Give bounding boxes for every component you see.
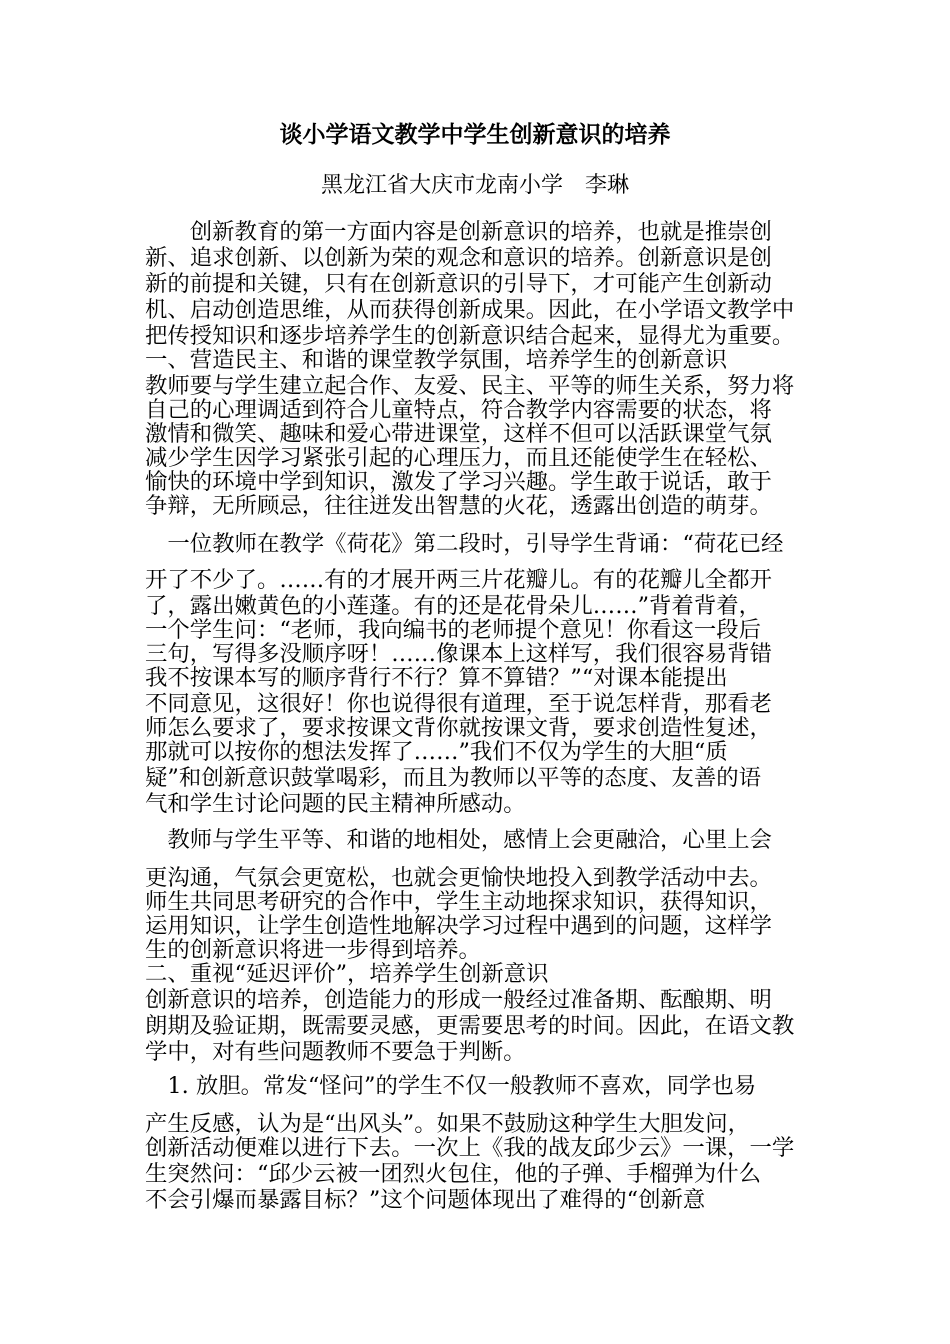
text-line: 创新活动便难以进行下去。一次上《我的战友邱少云》一课，一学: [145, 1135, 795, 1161]
section-heading: 二、重视“延迟评价”，培养学生创新意识: [145, 961, 549, 987]
text-line: 新、追求创新、以创新为荣的观念和意识的培养。创新意识是创: [145, 245, 772, 271]
text-line: 更沟通，气氛会更宽松，也就会更愉快地投入到教学活动中去。: [145, 865, 772, 891]
text-line: 争辩，无所顾忌，往往迸发出智慧的火花，透露出创造的萌芽。: [145, 493, 772, 519]
text-line: 教师与学生平等、和谐的地相处，感情上会更融洽，心里上会: [145, 827, 772, 853]
text-line: 运用知识，让学生创造性地解决学习过程中遇到的问题，这样学: [145, 913, 772, 939]
text-line: 自己的心理调适到符合儿童特点，符合教学内容需要的状态，将: [145, 397, 772, 423]
text-line: 学中，对有些问题教师不要急于判断。: [145, 1039, 526, 1065]
text-line: 生的创新意识将进一步得到培养。: [145, 937, 481, 963]
text-line: 创新教育的第一方面内容是创新意识的培养，也就是推崇创: [145, 219, 772, 245]
text-line: 朗期及验证期，既需要灵感，更需要思考的时间。因此，在语文教: [145, 1013, 795, 1039]
text-line: 机、启动创造思维，从而获得创新成果。因此，在小学语文教学中: [145, 297, 795, 323]
text-line: 了，露出嫩黄色的小莲蓬。有的还是花骨朵儿……”背着背着，: [145, 593, 761, 619]
text-line: 新的前提和关键，只有在创新意识的引导下，才可能产生创新动: [145, 271, 772, 297]
text-line: 师怎么要求了，要求按课文背你就按课文背，要求创造性复述，: [145, 715, 772, 741]
text-line: 把传授知识和逐步培养学生的创新意识结合起来，显得尤为重要。: [145, 323, 795, 349]
section-heading: 一、营造民主、和谐的课堂教学氛围，培养学生的创新意识: [145, 347, 728, 373]
text-line: 师生共同思考研究的合作中，学生主动地探求知识，获得知识，: [145, 889, 772, 915]
text-line: 三句，写得多没顺序呀！……像课本上这样写，我们很容易背错: [145, 641, 772, 667]
text-line: 疑”和创新意识鼓掌喝彩，而且为教师以平等的态度、友善的语: [145, 765, 761, 791]
text-line: 教师要与学生建立起合作、友爱、民主、平等的师生关系，努力将: [145, 373, 795, 399]
text-line: 生突然问：“邱少云被一团烈火包住，他的子弹、手榴弹为什么: [145, 1161, 761, 1187]
text-line: 不同意见，这很好！你也说得很有道理，至于说怎样背，那看老: [145, 691, 772, 717]
text-line: 气和学生讨论问题的民主精神所感动。: [145, 791, 526, 817]
text-line: 不会引爆而暴露目标？”这个问题体现出了难得的“创新意: [145, 1187, 706, 1213]
author-byline: 黑龙江省大庆市龙南小学 李琳: [320, 173, 629, 198]
text-line: 我不按课本写的顺序背行不行？算不算错？”“对课本能提出: [145, 665, 728, 691]
text-line: 一个学生问：“老师，我向编书的老师提个意见！你看这一段后: [145, 617, 761, 643]
text-line: 一位教师在教学《荷花》第二段时，引导学生背诵：“荷花已经: [145, 531, 784, 557]
text-line: 减少学生因学习紧张引起的心理压力，而且还能使学生在轻松、: [145, 445, 772, 471]
text-line: 那就可以按你的想法发挥了……”我们不仅为学生的大胆“质: [145, 739, 728, 765]
text-line: 激情和微笑、趣味和爱心带进课堂，这样不但可以活跃课堂气氛: [145, 421, 772, 447]
document-title: 谈小学语文教学中学生创新意识的培养: [279, 122, 671, 148]
text-line: 开了不少了。……有的才展开两三片花瓣儿。有的花瓣儿全都开: [145, 567, 772, 593]
text-line: 产生反感，认为是“出风头”。如果不鼓励这种学生大胆发问，: [145, 1111, 751, 1137]
text-line: 愉快的环境中学到知识，激发了学习兴趣。学生敢于说话，敢于: [145, 469, 772, 495]
text-line: 创新意识的培养，创造能力的形成一般经过准备期、酝酿期、明: [145, 987, 772, 1013]
text-line: 1. 放胆。常发“怪问”的学生不仅一般教师不喜欢，同学也易: [145, 1073, 757, 1099]
